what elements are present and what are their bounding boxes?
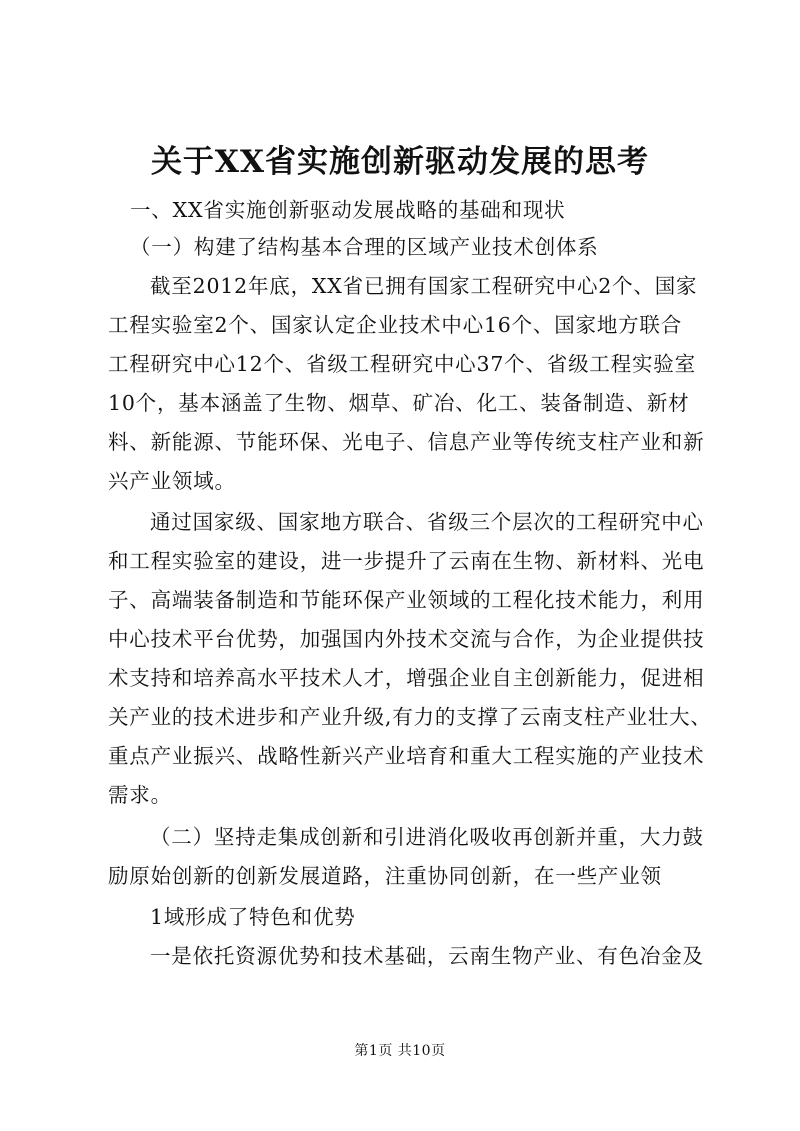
- paragraph-line: 重点产业振兴、战略性新兴产业培育和重大工程实施的产业技术: [108, 744, 705, 768]
- document-title: 关于XX省实施创新驱动发展的思考: [150, 144, 650, 180]
- paragraph-line: 励原始创新的创新发展道路，注重协同创新，在一些产业领: [108, 864, 662, 888]
- paragraph-line: 兴产业领域。: [108, 469, 236, 493]
- paragraph-line: 1域形成了特色和优势: [150, 905, 356, 929]
- paragraph-line: 10个，基本涵盖了生物、烟草、矿冶、化工、装备制造、新材: [108, 391, 690, 415]
- paragraph-line: 工程实验室2个、国家认定企业技术中心16个、国家地方联合: [108, 313, 683, 337]
- subsection-heading: （一）构建了结构基本合理的区域产业技术创体系: [130, 235, 599, 259]
- paragraph-line: 一是依托资源优势和技术基础，云南生物产业、有色冶金及: [150, 944, 704, 968]
- section-heading: 一、XX省实施创新驱动发展战略的基础和现状: [130, 198, 566, 222]
- paragraph-line: 工程研究中心12个、省级工程研究中心37个、省级工程实验室: [108, 352, 696, 376]
- paragraph-line: 关产业的技术进步和产业升级,有力的支撑了云南支柱产业壮大、: [108, 705, 712, 729]
- paragraph-line: 截至2012年底，XX省已拥有国家工程研究中心2个、国家: [150, 274, 698, 298]
- paragraph-line: 术支持和培养高水平技术人才，增强企业自主创新能力，促进相: [108, 666, 705, 690]
- paragraph-line: 和工程实验室的建设，进一步提升了云南在生物、新材料、光电: [108, 549, 705, 573]
- paragraph-line: 需求。: [108, 783, 172, 807]
- paragraph-line: 子、高端装备制造和节能环保产业领域的工程化技术能力，利用: [108, 588, 705, 612]
- subsection-heading: （二）坚持走集成创新和引进消化吸收再创新并重，大力鼓: [150, 825, 704, 849]
- page-number: 第1页 共10页: [354, 1043, 446, 1059]
- paragraph-line: 料、新能源、节能环保、光电子、信息产业等传统支柱产业和新: [108, 430, 705, 454]
- paragraph-line: 通过国家级、国家地方联合、省级三个层次的工程研究中心: [150, 510, 704, 534]
- paragraph-line: 中心技术平台优势，加强国内外技术交流与合作，为企业提供技: [108, 627, 705, 651]
